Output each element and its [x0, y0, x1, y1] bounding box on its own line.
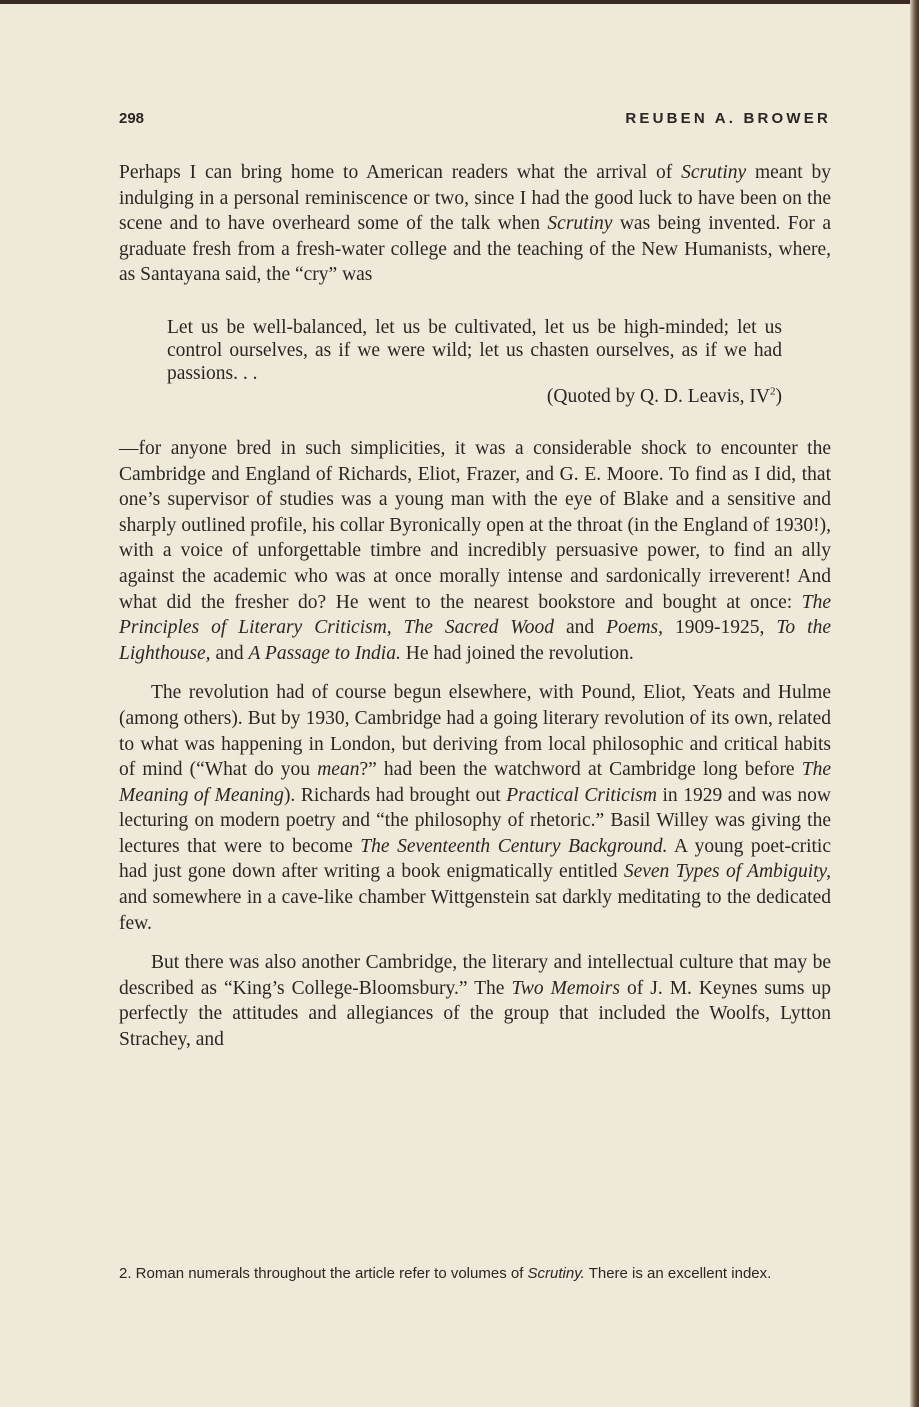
- paragraph-4: [119, 950, 831, 1052]
- text-run: and somewhere in a cave-like chamber Wittgenstein sat darkly meditating to the dedicated few.: [119, 887, 831, 934]
- italic-word: mean: [317, 759, 360, 781]
- text-run: —for anyone bred in such simplicities, it was a considerable shock to encounter the Cambridge and England of Richards, Eliot, Frazer, and G. E. Moore. To find as I did, that one’s supervisor of studies was a young man with the eye of Blake and a sensitive and sharply outlined profile, his collar Byronically open at the throat (in the England of 1930!), with a voice of unforgettable timbre and incredibly persuasive power, to find an ally against the academic who was at once morally intense and sardonically irreverent! And what did the fresher do? He went to the nearest bookstore and bought at once:: [119, 437, 831, 613]
- italic-title: Scrutiny: [681, 162, 747, 183]
- paragraph-2: [119, 436, 831, 666]
- attribution-text: (Quoted by Q. D. Leavis, IV: [546, 385, 770, 407]
- running-title: REUBEN A. BROWER: [625, 110, 831, 127]
- footnote-text: [119, 1262, 831, 1286]
- italic-title: Scrutiny: [547, 213, 613, 235]
- text-run: The revolution had of course begun elsewhere, with Pound, Eliot, Yeats and Hulme (among others). But by 1930, Cambridge had a going literary revolution of its own, related to what was happening in London, but deriving from local philosophic and critical habits of mind (“What do you: [119, 682, 831, 781]
- text-run: was being invented. For a graduate fresh from a fresh-water college and the teaching of the New Humanists, where, as Santayana said, the “cry” was: [119, 213, 831, 286]
- italic-title: A Passage to India.: [248, 642, 401, 664]
- text-run: ?” had been the watchword at Cambridge long before: [359, 759, 802, 781]
- body-text: [119, 160, 831, 1053]
- italic-title: The Seventeenth Century Background.: [360, 835, 668, 857]
- block-quote: [167, 316, 782, 408]
- text-run: ). Richards had brought out: [283, 784, 507, 806]
- text-run: But there was also another Cambridge, the literary and intellectual culture that may be described as “King’s College-Bloomsbury.” The: [119, 952, 831, 999]
- text-run: and: [210, 642, 249, 664]
- text-run: of J. M. Keynes sums up perfectly the attitudes and allegiances of the group that included the Woolfs, Lytton Strachey, and: [119, 977, 832, 1051]
- attribution-close: ): [775, 385, 782, 407]
- italic-title: Seven Types of Ambiguity,: [623, 861, 832, 883]
- quote-attribution: [167, 385, 782, 408]
- italic-title: Poems,: [606, 617, 664, 639]
- italic-title: The Meaning of Meaning: [119, 759, 831, 806]
- italic-title: To the Lighthouse,: [119, 617, 831, 664]
- paragraph-1: [119, 160, 831, 288]
- text-run: There is an excellent index.: [584, 1265, 772, 1282]
- text-run: in 1929 and was now lecturing on modern poetry and “the philosophy of rhetoric.” Basil Willey was giving the lectures that were to become: [119, 784, 832, 857]
- footnote: [119, 1262, 831, 1286]
- italic-title: Two Memoirs: [511, 977, 620, 999]
- text-run: 2. Roman numerals throughout the article refer to volumes of: [119, 1265, 528, 1282]
- text-run: 1909-1925,: [663, 617, 777, 639]
- italic-title: Scrutiny.: [527, 1265, 585, 1282]
- text-run: He had joined the revolution.: [400, 642, 634, 664]
- italic-title: Practical Criticism: [506, 784, 657, 806]
- text-run: meant by indulging in a personal reminiscence or two, since I had the good luck to have been on the scene and to have overheard some of the talk when: [119, 162, 831, 235]
- footnote-marker: 2: [770, 385, 776, 398]
- italic-title: The Principles of Literary Criticism, The Sacred Wood: [119, 591, 831, 639]
- page-number: 298: [119, 110, 145, 127]
- quote-text: Let us be well-balanced, let us be cultivated, let us be high-minded; let us control ourselves, as if we were wild; let us chasten ourselves, as if we had passions. . .: [167, 316, 782, 384]
- text-run: A young poet-critic had just gone down after writing a book enigmatically entitled: [119, 835, 831, 883]
- text-run: and: [554, 617, 607, 639]
- text-run: Perhaps I can bring home to American readers what the arrival of: [119, 162, 682, 183]
- paragraph-3: [119, 680, 831, 936]
- running-header: [119, 110, 831, 134]
